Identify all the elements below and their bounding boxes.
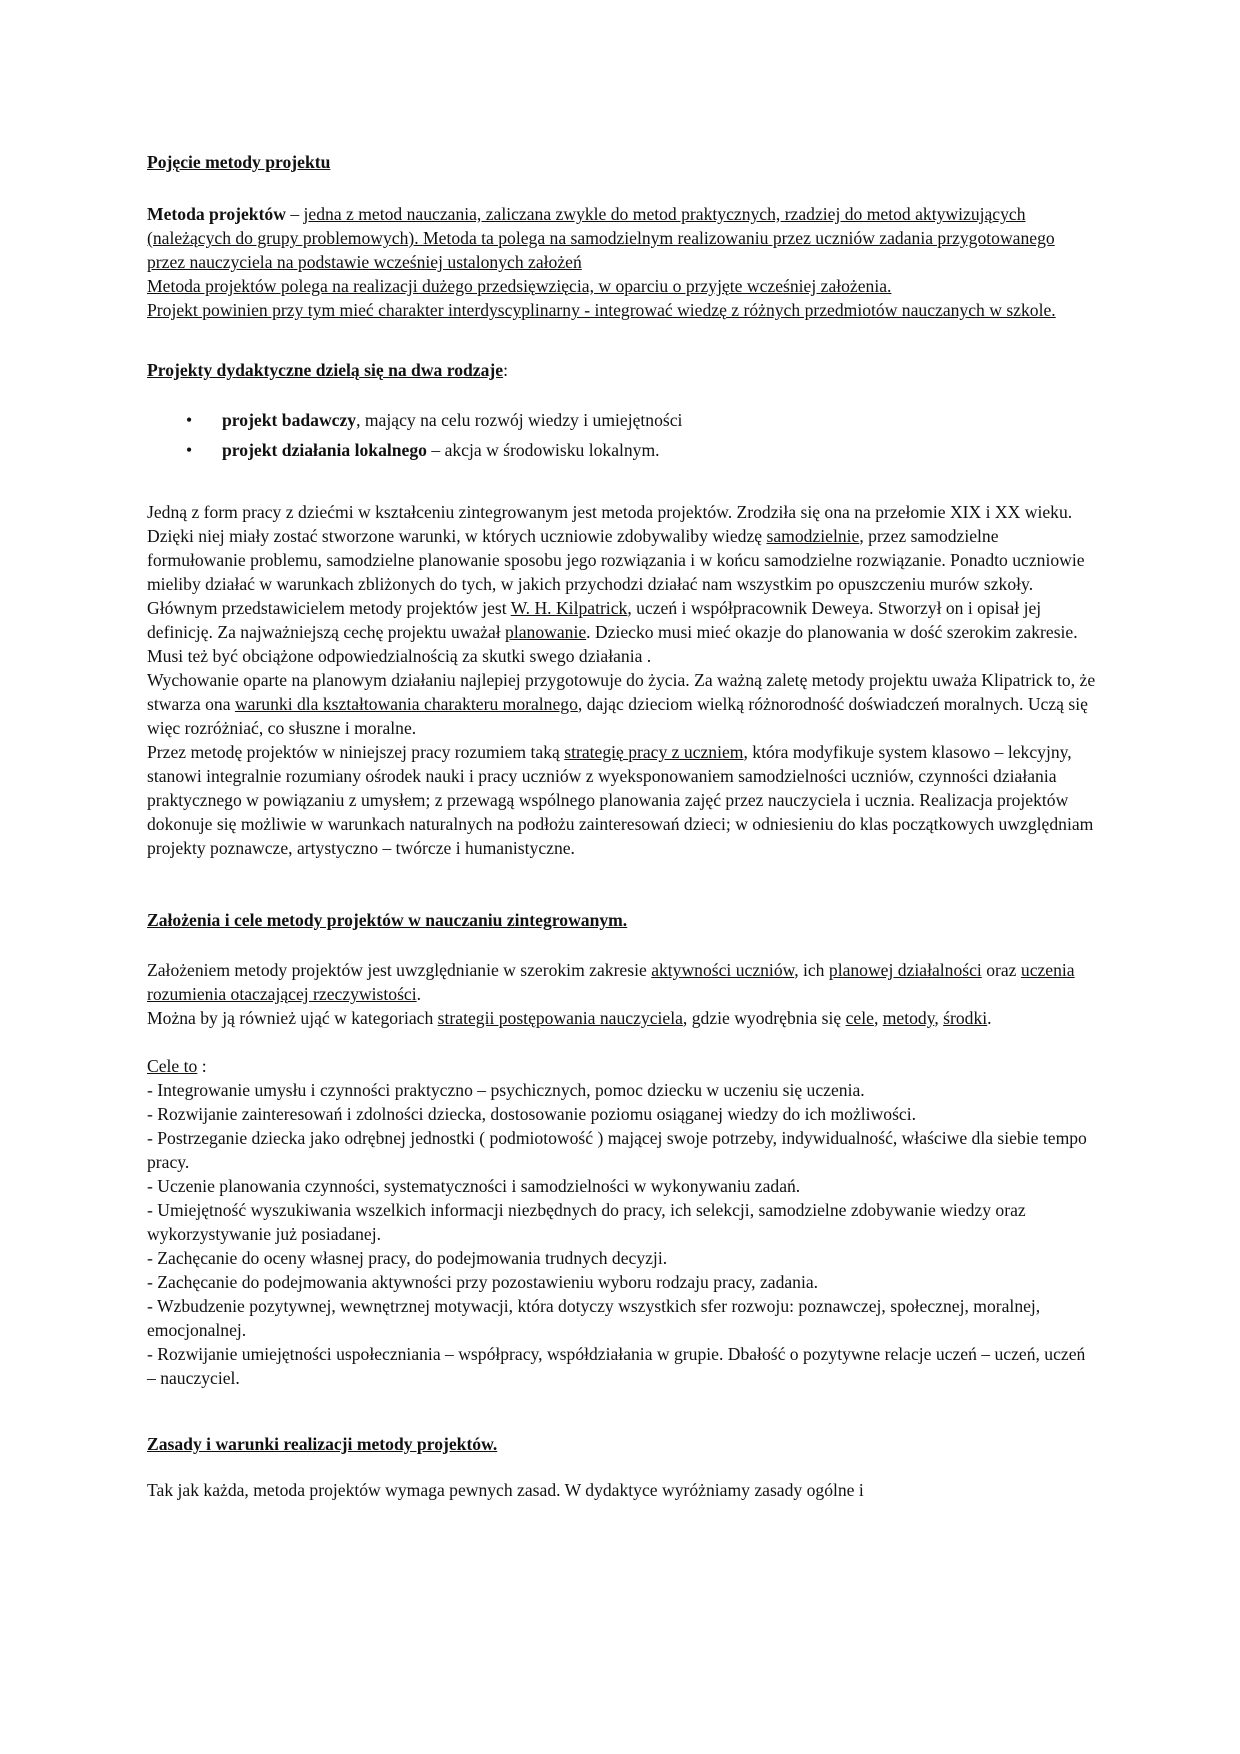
bullet-icon: • — [186, 440, 193, 460]
link-srodki[interactable]: środki — [943, 1008, 988, 1028]
list-item: - Integrowanie umysłu i czynności praktyczno – psychicznych, pomoc dziecku w uczeniu się uczenia. — [147, 1080, 865, 1100]
link-strategy[interactable]: strategię pracy z uczniem — [564, 742, 744, 762]
paragraph-definition: Metoda projektów – jedna z metod nauczania, zaliczana zwykle do metod praktycznych, rzadziej do metod aktywizujących (należących do grupy problemowych). Metoda ta polega na samodzielnym realizowaniu przez uczniów zadania przygotowanego przez nauczyciela na podstawie wcześniej ustalonych założeń Metoda projektów polega na realizacji dużego przedsięwzięcia, w oparciu o przyjęte wcześniej założenia. Projekt powinien przy tym mieć charakter interdyscyplinarny - integrować wiedzę z różnych przedmiotów nauczanych w szkole. — [147, 204, 1056, 320]
heading-types-line: Projekty dydaktyczne dzielą się na dwa rodzaje: — [147, 360, 508, 380]
list-item: • projekt badawczy, mający na celu rozwój wiedzy i umiejętności — [186, 410, 683, 430]
definition-link[interactable]: jedna z metod nauczania, zaliczana zwykle do metod praktycznych, rzadziej do metod aktywizujących (należących do grupy problemowych). Metoda ta polega na samodzielnym realizowaniu przez uczniów zadania przygotowanego przez nauczyciela na podstawie wcześniej ustalonych założeń — [147, 204, 1055, 272]
heading-assumptions: Założenia i cele metody projektów w nauczaniu zintegrowanym. — [147, 910, 628, 930]
list-item: - Postrzeganie dziecka jako odrębnej jednostki ( podmiotowość ) mającej swoje potrzeby, indywidualność, właściwe dla siebie tempo pracy. — [147, 1128, 1087, 1172]
list-item: - Zachęcanie do podejmowania aktywności przy pozostawieniu wyboru rodzaju pracy, zadania. — [147, 1272, 819, 1292]
goals-label-line: Cele to : — [147, 1056, 207, 1076]
link-planowanie[interactable]: planowanie — [505, 622, 587, 642]
paragraph-upbringing: Wychowanie oparte na planowym działaniu najlepiej przygotowuje do życia. Za ważną zaletę metody projektu uważa Klipatrick to, że stwarza ona warunki dla kształtowania charakteru moralnego, dając dzieciom wielką różnorodność doświadczeń moralnych. Uczą się więc rozróżniać, co słuszne i moralne. — [147, 670, 1096, 738]
heading-concept: Pojęcie metody projektu — [147, 152, 331, 172]
definition-line-2[interactable]: Metoda projektów polega na realizacji dużego przedsięwzięcia, w oparciu o przyjęte wcześniej założenia. — [147, 276, 892, 296]
heading-types: Projekty dydaktyczne dzielą się na dwa rodzaje — [147, 360, 504, 380]
link-understanding[interactable]: uczenia rozumienia otaczającej rzeczywistości — [147, 960, 1075, 1004]
goals-list — [147, 1078, 1097, 1390]
paragraph-history: Jedną z form pracy z dziećmi w kształceniu zintegrowanym jest metoda projektów. Zrodziła się ona na przełomie XIX i XX wieku. Dzięki niej miały zostać stworzone warunki, w których uczniowie zdobywaliby wiedzę samodzielnie, przez samodzielne formułowanie problemu, samodzielne planowanie sposobu jego rozwiązania i w końcu samodzielne rozwiązanie. Ponadto uczniowie mieliby działać w warunkach zbliżonych do tych, w jakich przychodzi działać nam wszystkim po opuszczeniu murów szkoły. Głównym przedstawicielem metody projektów jest W. H. Kilpatrick, uczeń i współpracownik Deweya. Stworzył on i opisał jej definicję. Za najważniejszą cechę projektu uważał planowanie. Dziecko musi mieć okazje do planowania w dość szerokim zakresie. Musi też być obciążone odpowiedzialnością za skutki swego działania . — [147, 502, 1085, 666]
heading-principles: Zasady i warunki realizacji metody projektów. — [147, 1434, 498, 1454]
paragraph-assumption: Założeniem metody projektów jest uwzględnianie w szerokim zakresie aktywności uczniów, ich planowej działalności oraz uczenia rozumienia otaczającej rzeczywistości. — [147, 960, 1075, 1004]
types-list — [147, 408, 1097, 462]
link-kilpatrick[interactable]: W. H. Kilpatrick — [510, 598, 628, 618]
list-item: - Rozwijanie zainteresowań i zdolności dziecka, dostosowanie poziomu osiąganej wiedzy do ich możliwości. — [147, 1104, 917, 1124]
term-method: Metoda projektów — [147, 204, 286, 224]
link-goals[interactable]: Cele to — [147, 1056, 198, 1076]
list-item: • projekt działania lokalnego – akcja w środowisku lokalnym. — [186, 440, 660, 460]
link-cele[interactable]: cele — [845, 1008, 874, 1028]
link-samodzielnie[interactable]: samodzielnie — [766, 526, 860, 546]
paragraph-categories: Można by ją również ująć w kategoriach strategii postępowania nauczyciela, gdzie wyodrębnia się cele, metody, środki. — [147, 1008, 992, 1028]
paragraph-strategy: Przez metodę projektów w niniejszej pracy rozumiem taką strategię pracy z uczniem, która modyfikuje system klasowo – lekcyjny, stanowi integralnie rozumiany ośrodek nauki i pracy uczniów z wyeksponowaniem samodzielności uczniów, czynności działania praktycznego w powiązaniu z umysłem; z przewagą wspólnego planowania zajęć przez nauczyciela i ucznia. Realizacja projektów dokonuje się możliwie w warunkach naturalnych na podłożu zainteresowań dzieci; w odniesieniu do klas początkowych uwzględniam projekty poznawcze, artystyczno – twórcze i humanistyczne. — [147, 742, 1094, 858]
list-item: - Rozwijanie umiejętności uspołeczniania – współpracy, współdziałania w grupie. Dbałość o pozytywne relacje uczeń – uczeń, uczeń – nauczyciel. — [147, 1344, 1086, 1388]
link-teacher-strategy[interactable]: strategii postępowania nauczyciela — [437, 1008, 683, 1028]
list-item: - Umiejętność wyszukiwania wszelkich informacji niezbędnych do pracy, ich selekcji, samodzielne zdobywanie wiedzy oraz wykorzystywanie już posiadanej. — [147, 1200, 1026, 1244]
paragraph-principles: Tak jak każda, metoda projektów wymaga pewnych zasad. W dydaktyce wyróżniamy zasady ogólne i — [147, 1480, 864, 1500]
list-item: - Zachęcanie do oceny własnej pracy, do podejmowania trudnych decyzji. — [147, 1248, 668, 1268]
definition-line-3[interactable]: Projekt powinien przy tym mieć charakter interdyscyplinarny - integrować wiedzę z różnych przedmiotów nauczanych w szkole. — [147, 300, 1056, 320]
bullet-icon: • — [186, 410, 193, 430]
link-metody[interactable]: metody — [882, 1008, 935, 1028]
link-activity[interactable]: aktywności uczniów — [651, 960, 795, 980]
list-item: - Uczenie planowania czynności, systematyczności i samodzielności w wykonywaniu zadań. — [147, 1176, 801, 1196]
list-item: - Wzbudzenie pozytywnej, wewnętrznej motywacji, która dotyczy wszystkich sfer rozwoju: poznawczej, społecznej, moralnej, emocjonalnej. — [147, 1296, 1041, 1340]
document-page — [147, 150, 1097, 1502]
link-moral-character[interactable]: warunki dla kształtowania charakteru moralnego — [234, 694, 578, 714]
link-planned-activity[interactable]: planowej działalności — [828, 960, 982, 980]
